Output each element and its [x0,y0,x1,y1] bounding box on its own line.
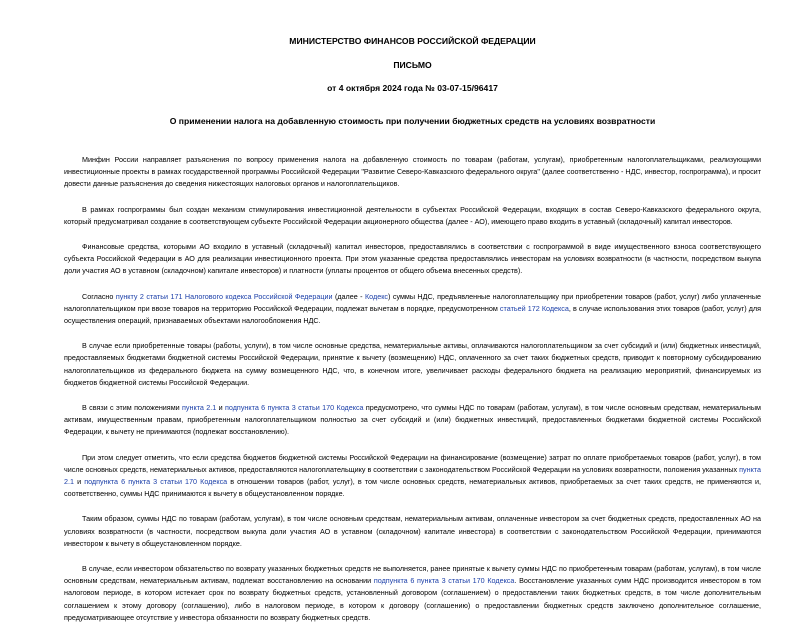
paragraph-7 [64,452,761,501]
paragraph-text: , в случае использования этих товаров (работ, услуг) для осуществления операций, признаваемых объектами налогообложения НДС. [64,303,762,326]
link-art170-p3-pp6[interactable]: подпункта 6 пункта 3 статьи 170 Кодекса [84,477,228,487]
paragraph-3: Финансовые средства, которыми АО входило в уставный (складочный) капитал инвесторов, предоставлялись в соответствии с госпрограммой в виде имущественного взноса соответствующего субъекта Российской Федерации в АО для реализации инвестиционного проекта. При этом указанные средства предоставлялись инвесторам на условиях возвратности (в частности, посредством выкупа доли участия АО в уставном (складочном) капитале инвесторов) и платности (уплаты процентов от общего объема внесенных средств). [64,242,761,276]
paragraph-4 [64,291,761,328]
paragraph-text: . Восстановление указанных сумм НДС производится инвестором в том налоговом периоде, в котором истекает срок по возврату бюджетных средств, установленный договором (соглашением) о предоставлении таких бюджетных средств, в том числе дополнительным соглашением к этому договору (соглашению), либо в налоговом периоде, в котором к договору (соглашению) о предоставлении бюджетных средств заключено дополнительное соглашение, предусматривающее отсутствие у инвестора обязанности по возврату бюджетных средств. [64,576,761,622]
paragraph-text: ) суммы НДС, предъявленные налогоплательщику при приобретении товаров (работ, услуг) либо уплаченные налогоплательщиком при ввозе товаров на территорию Российской Федерации, подлежат вычетам в порядке, предусмотренном [64,291,761,313]
paragraph-text: и [74,477,85,487]
paragraph-text: При этом следует отметить, что если средства бюджетов бюджетной системы Российской Федерации на финансирование (возмещение) затрат по оплате приобретаемых товаров (работ, услуг), в том числе основных средств, нематериальных активов, предоставляются налогоплательщику в соответствии с законодательством Российской Федерации на условиях возвратности, положения указанных [64,452,761,474]
paragraph-text: Согласно [82,291,116,301]
link-point-2-1[interactable]: пункта 2.1 [64,464,761,487]
document-type: ПИСЬМО [393,60,432,70]
paragraph-text: В связи с этим положениями [82,403,183,413]
link-tax-code-art171[interactable]: пункту 2 статьи 171 Налогового кодекса Российской Федерации [115,291,333,301]
link-tax-code[interactable]: Кодекс [364,291,389,301]
paragraph-1: Минфин России направляет разъяснения по вопросу применения налога на добавленную стоимость по товарам (работам, услугам), приобретенным налогоплательщиками, реализующими инвестиционные проекты в рамках государственной программы Российской Федерации "Развитие Северо-Кавказского федерального округа" (далее соответственно - НДС, инвестор, госпрограмма), и просит довести данные разъяснения до сведения нижестоящих налоговых органов и налогоплательщиков. [64,155,761,189]
paragraph-text: и [216,403,225,413]
paragraph-text: (далее - [332,291,365,301]
paragraph-text: предусмотрено, что суммы НДС по товарам (работам, услугам), в том числе основным средствам, нематериальным активам, имущественным правам, приобретенным налогоплательщиком полностью за счет субсидий и (или) бюджетных инвестиций, предоставленных бюджетами бюджетной системы Российской Федерации, к вычету не принимаются (подлежат восстановлению). [64,403,761,437]
paragraph-5: В случае если приобретенные товары (работы, услуги), в том числе основные средства, нематериальные активы, оплачиваются налогоплательщиком за счет субсидий и (или) бюджетных инвестиций, предоставляемых бюджетами бюджетной системы Российской Федерации, принятие к вычету (возмещению) НДС, оплаченного за счет таких бюджетных средств, приводит к повторному субсидированию налогоплательщиков из федерального бюджета на сумму возмещенного НДС, что, в конечном итоге, увеличивает расходы федерального бюджета на реализацию мероприятий, финансируемых из бюджетов бюджетной системы Российской Федерации. [64,341,761,387]
ministry-heading: МИНИСТЕРСТВО ФИНАНСОВ РОССИЙСКОЙ ФЕДЕРАЦИИ [289,36,536,46]
paragraph-2: В рамках госпрограммы был создан механизм стимулирования инвестиционной деятельности в субъектах Российской Федерации, входящих в состав Северо-Кавказского федерального округа, который предусматривал создание в соответствующем субъекте Российской Федерации акционерного общества (далее - АО), имеющего право входить в уставный (складочный) капитал инвесторов. [64,204,761,226]
link-art172[interactable]: статьей 172 Кодекса [499,303,569,313]
document-subject: О применении налога на добавленную стоимость при получении бюджетных средств на условиях возвратности [169,116,656,126]
document-date-number: от 4 октября 2024 года № 03-07-15/96417 [327,83,498,93]
link-art170-p3-pp6[interactable]: подпункта 6 пункта 3 статьи 170 Кодекса [373,576,515,586]
link-art170-p3-pp6[interactable]: подпункта 6 пункта 3 статьи 170 Кодекса [225,403,364,413]
paragraph-9 [64,563,761,624]
paragraph-text: В случае, если инвестором обязательство по возврату указанных бюджетных средств не выполняется, ранее принятые к вычету суммы НДС по приобретенным товарам (работам, услугам), в том числе основным средствам, нематериальным активам, подлежат восстановлению на основании [64,564,761,586]
paragraph-6 [64,402,761,439]
paragraph-text: в отношении товаров (работ, услуг), в том числе основных средств, нематериальных активов, приобретаемых за счет таких средств, не применяются и, соответственно, суммы НДС принимаются к вычету в общеустановленном порядке. [64,477,761,499]
link-point-2-1[interactable]: пункта 2.1 [182,403,217,413]
paragraph-8: Таким образом, суммы НДС по товарам (работам, услугам), в том числе основным средствам, нематериальным активам, оплаченные инвестором за счет бюджетных средств, предоставленных АО на условиях возвратности (в частности, посредством выкупа доли участия АО в уставном (складочном) капитале инвестора) в соответствии с законодательством Российской Федерации, принимаются инвестором к вычету в общеустановленном порядке. [64,514,761,548]
